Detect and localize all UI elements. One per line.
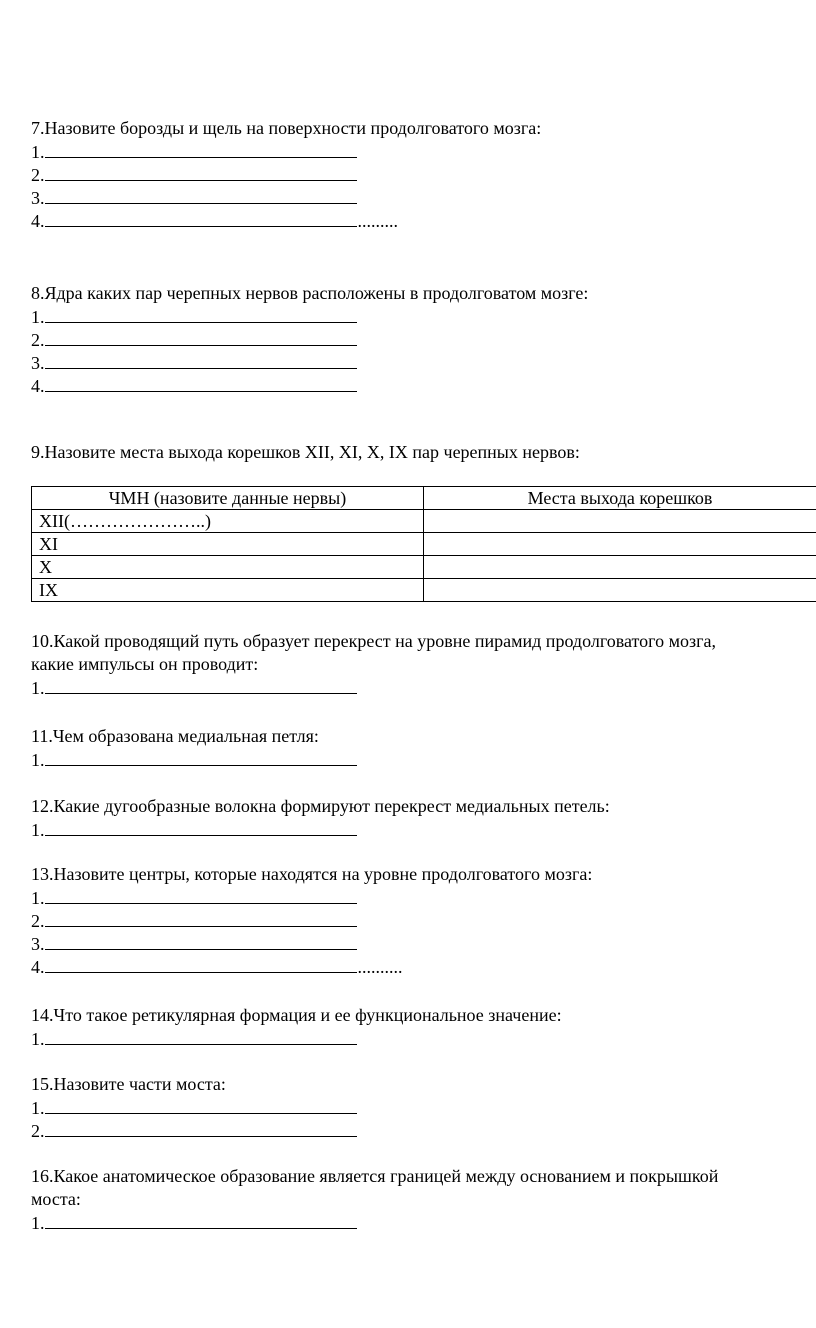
answer-line[interactable]: 4. [31,374,816,397]
question-12-title: 12.Какие дугообразные волокна формируют перекрест медиальных петель: [31,796,610,816]
question-12 [31,795,816,841]
answer-blank[interactable] [45,1119,357,1137]
question-13 [31,863,816,978]
answer-line[interactable]: 1. [31,140,816,163]
question-11 [31,725,816,771]
answer-blank[interactable] [45,886,357,904]
answer-cell[interactable] [424,510,816,533]
nerve-cell: X [32,556,424,579]
answer-blank[interactable] [45,209,357,227]
question-7 [31,117,816,232]
question-16-title-cont: моста: [31,1189,81,1209]
nerve-cell: XII(…………………..) [32,510,424,533]
question-8-title: 8.Ядра каких пар черепных нервов расположены в продолговатом мозге: [31,283,589,303]
question-7-title: 7.Назовите борозды и щель на поверхности продолговатого мозга: [31,118,542,138]
cranial-nerves-table [31,486,816,602]
question-9 [31,441,816,464]
answer-cell[interactable] [424,533,816,556]
answer-cell[interactable] [424,556,816,579]
question-15 [31,1073,816,1142]
answer-line[interactable]: 4. .......... [31,957,403,977]
ellipsis: ......... [357,211,398,231]
answer-line[interactable]: 1. [31,1096,816,1119]
answer-line[interactable]: 1. [31,1211,816,1234]
answer-line[interactable]: 1. [31,1027,816,1050]
answer-line[interactable]: 1. [31,886,816,909]
answer-line[interactable]: 3. [31,932,816,955]
answer-blank[interactable] [45,676,357,694]
answer-line[interactable]: 3. [31,351,816,374]
question-16-title: 16.Какое анатомическое образование является границей между основанием и покрышкой [31,1166,719,1186]
table-row [32,579,816,602]
table-header-cell: ЧМН (назовите данные нервы) [32,487,424,510]
question-10 [31,630,816,699]
table-row [32,510,816,533]
answer-line[interactable]: 4. ......... [31,211,398,231]
answer-blank[interactable] [45,955,357,973]
answer-blank[interactable] [45,909,357,927]
answer-line[interactable]: 1. [31,818,816,841]
question-10-title-cont: какие импульсы он проводит: [31,654,259,674]
answer-line[interactable]: 2. [31,1119,816,1142]
table-row [32,556,816,579]
answer-blank[interactable] [45,351,357,369]
question-14 [31,1004,816,1050]
answer-line[interactable]: 1. [31,748,816,771]
answer-blank[interactable] [45,140,357,158]
question-15-title: 15.Назовите части моста: [31,1074,226,1094]
answer-blank[interactable] [45,1211,357,1229]
answer-blank[interactable] [45,374,357,392]
answer-blank[interactable] [45,163,357,181]
answer-line[interactable]: 2. [31,328,816,351]
table-row [32,533,816,556]
nerve-cell: IX [32,579,424,602]
question-13-title: 13.Назовите центры, которые находятся на уровне продолговатого мозга: [31,864,593,884]
nerve-cell: XI [32,533,424,556]
answer-line[interactable]: 1. [31,305,816,328]
question-8 [31,282,816,397]
answer-blank[interactable] [45,818,357,836]
answer-line[interactable]: 2. [31,163,816,186]
answer-blank[interactable] [45,305,357,323]
answer-blank[interactable] [45,186,357,204]
question-10-title: 10.Какой проводящий путь образует перекрест на уровне пирамид продолговатого мозга, [31,631,716,651]
answer-blank[interactable] [45,748,357,766]
ellipsis: .......... [357,957,403,977]
question-14-title: 14.Что такое ретикулярная формация и ее функциональное значение: [31,1005,562,1025]
answer-blank[interactable] [45,1096,357,1114]
question-16 [31,1165,816,1234]
answer-cell[interactable] [424,579,816,602]
question-11-title: 11.Чем образована медиальная петля: [31,726,319,746]
question-9-title: 9.Назовите места выхода корешков XII, XI, X, IX пар черепных нервов: [31,442,580,462]
answer-line[interactable]: 2. [31,909,816,932]
answer-blank[interactable] [45,1027,357,1045]
table-header-row [32,487,816,510]
answer-blank[interactable] [45,328,357,346]
answer-line[interactable]: 3. [31,186,816,209]
answer-line[interactable]: 1. [31,676,816,699]
table-header-cell: Места выхода корешков [424,487,816,510]
answer-blank[interactable] [45,932,357,950]
